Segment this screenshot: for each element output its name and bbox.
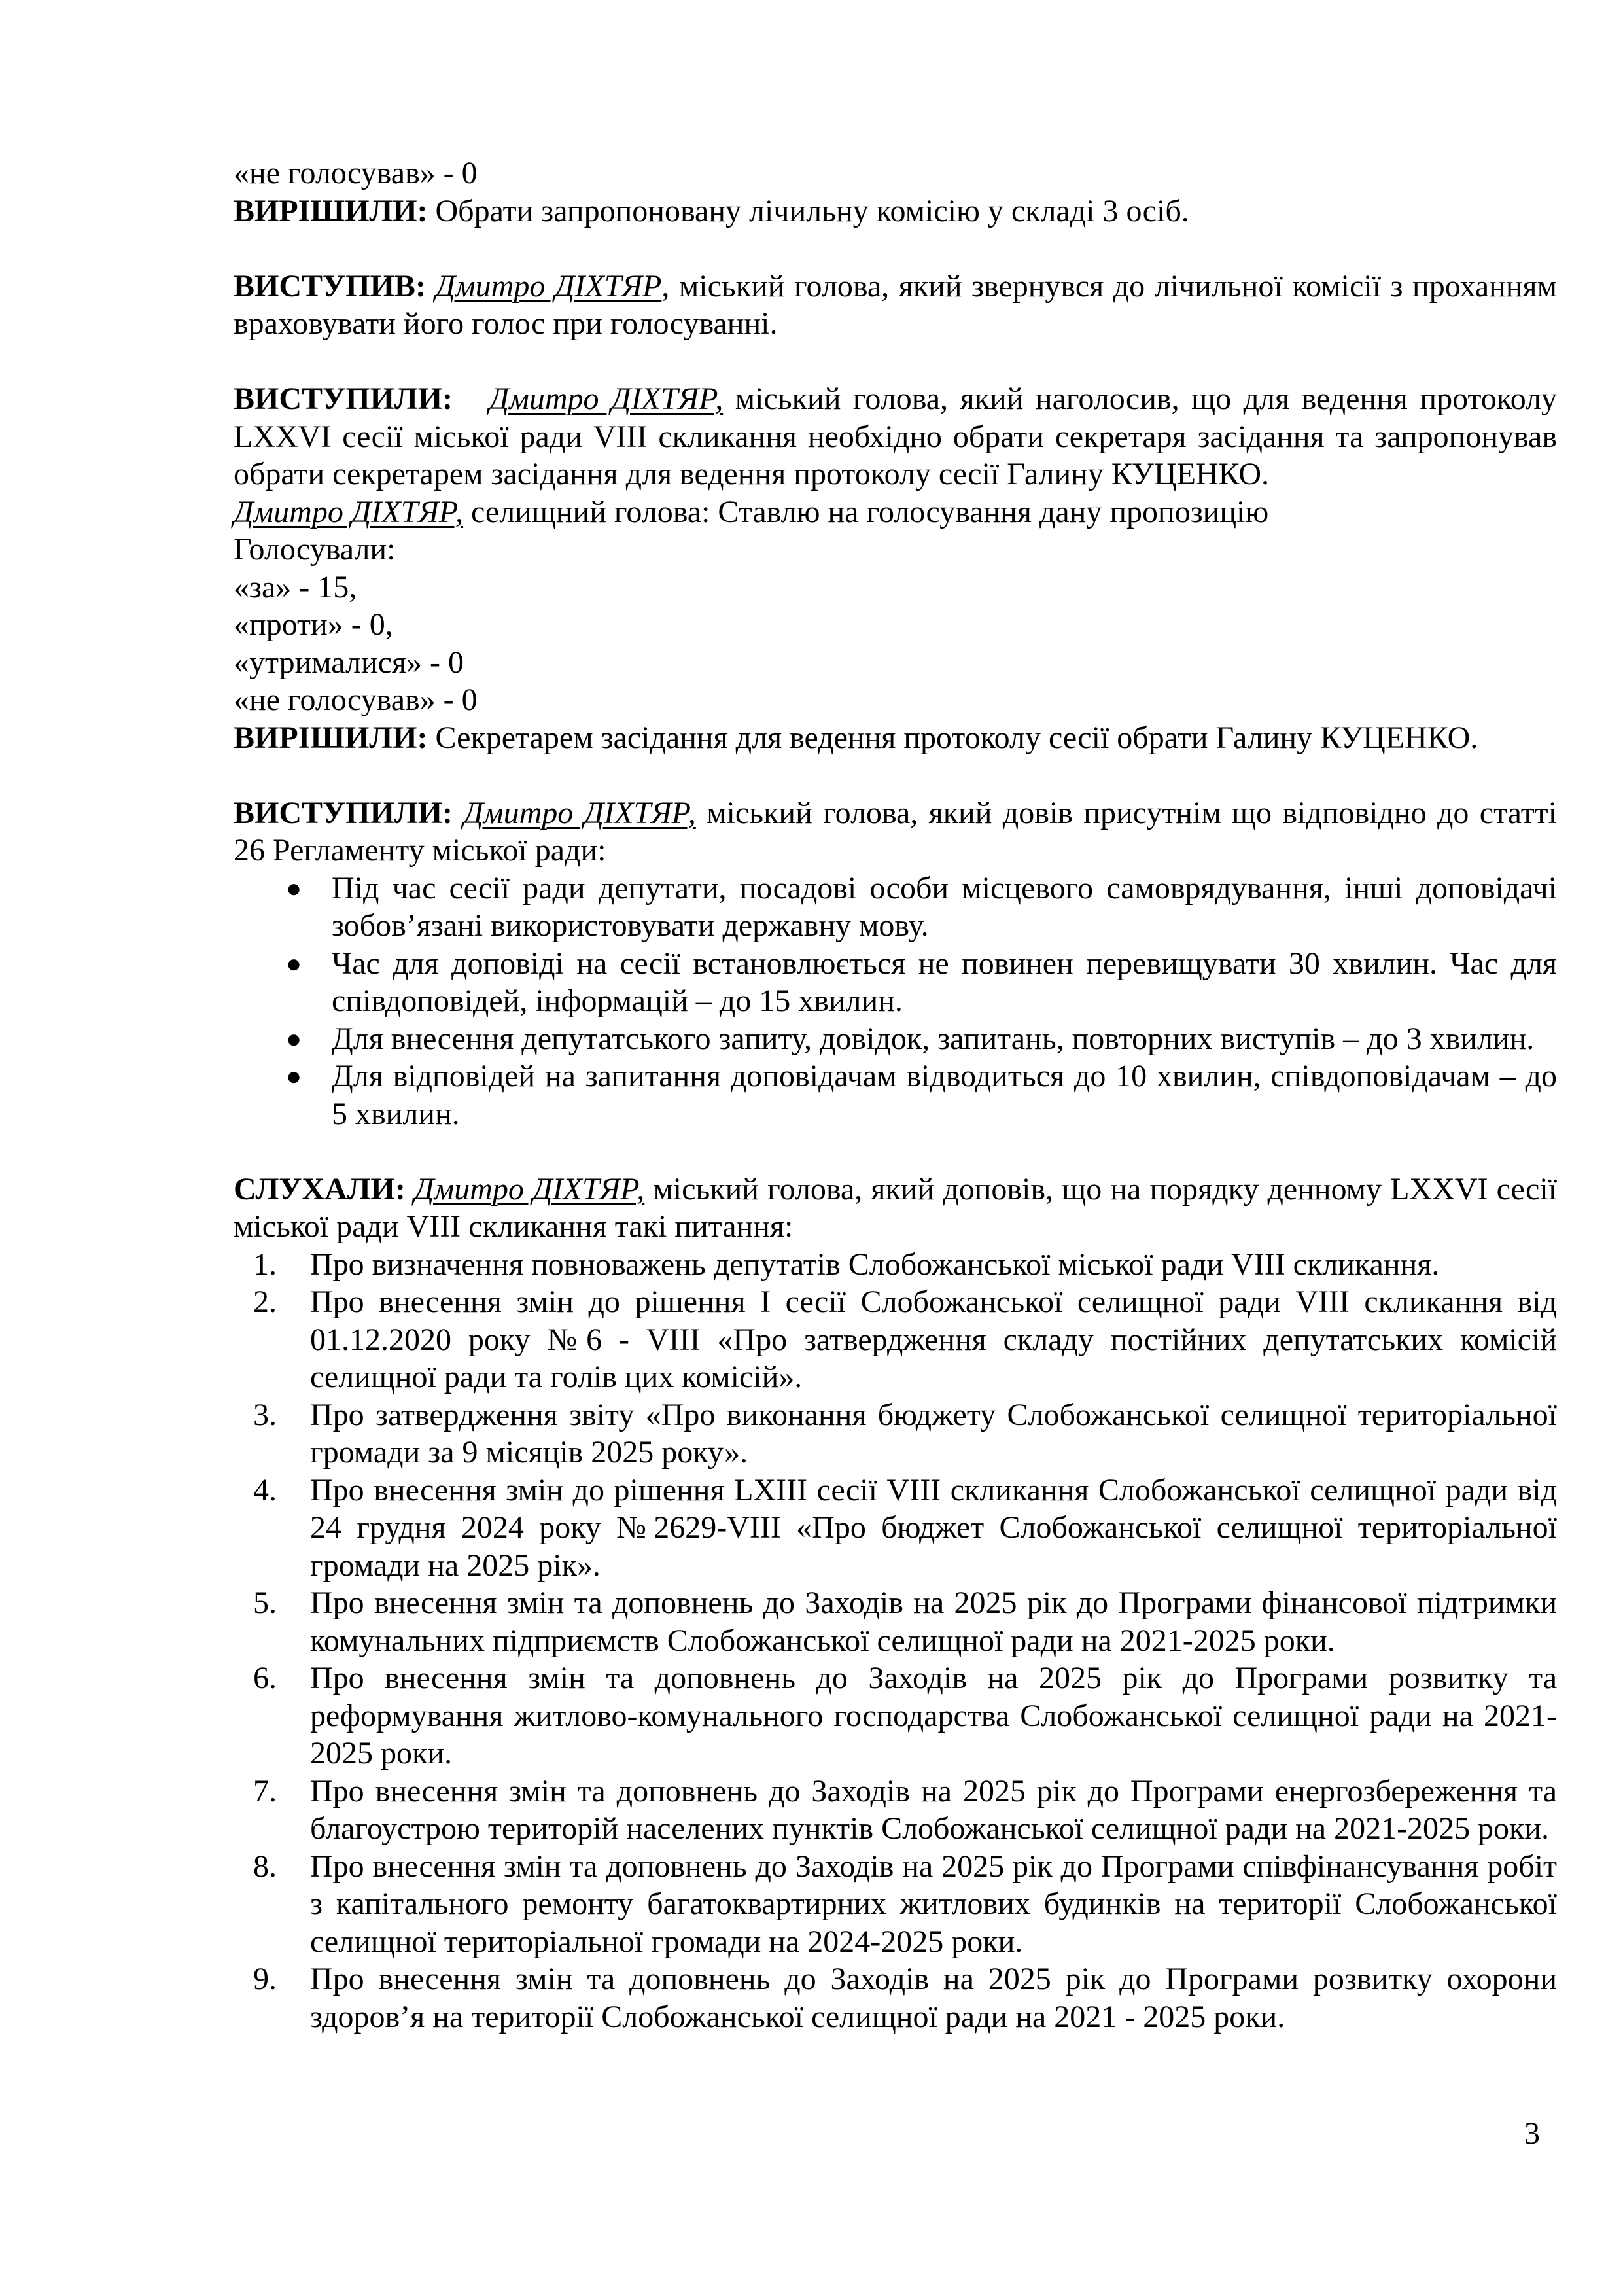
paragraph-gap xyxy=(234,343,1557,381)
document-page xyxy=(234,154,1557,2036)
agenda-item-number: 7. xyxy=(253,1773,277,1809)
speech-counting-vote xyxy=(234,268,1557,343)
list-item xyxy=(234,1020,1557,1058)
decided-label: ВИРІШИЛИ: xyxy=(234,193,428,228)
decision-counting-commission xyxy=(234,192,1557,230)
list-item-text: Під час сесії ради депутати, посадові особи місцевого самоврядування, інші доповідачі зобов’язані використовувати державну мову. xyxy=(332,870,1557,943)
speaker-name: Дмитро ДІХТЯР, xyxy=(414,1171,645,1207)
agenda-item xyxy=(234,1773,1557,1848)
agenda-item-text: Про затвердження звіту «Про виконання бюджету Слобожанської селищної територіальної громади за 9 місяців 2025 року». xyxy=(310,1397,1557,1470)
vote-call xyxy=(234,493,1557,531)
bullet-icon: ● xyxy=(286,873,302,903)
agenda-item xyxy=(234,1659,1557,1773)
agenda-list xyxy=(234,1246,1557,2036)
speech-regulations xyxy=(234,794,1557,870)
regulations-list xyxy=(234,870,1557,1133)
vote-abstained: «утрималися» - 0 xyxy=(234,645,464,680)
bullet-icon: ● xyxy=(286,948,302,978)
agenda-item-number: 4. xyxy=(253,1472,277,1508)
agenda-item-number: 2. xyxy=(253,1284,277,1319)
agenda-item-number: 1. xyxy=(253,1246,277,1282)
agenda-item-text: Про внесення змін до рішення LXIII сесії VIII скликання Слобожанської селищної ради від 24 грудня 2024 року №2629-VIII «Про бюджет Слобожанської селищної територіальної громади на 2025 рік». xyxy=(310,1472,1557,1583)
agenda-item xyxy=(234,1848,1557,1961)
speech-text: міський голова, який наголосив, що для ведення протоколу LXXVI сесії міської ради VIII скликання необхідно обрати секретаря засідання та запропонував обрати секретарем засідання для ведення протоколу сесії Галину КУЦЕНКО. xyxy=(234,381,1558,491)
list-item xyxy=(234,1057,1557,1133)
vote-call-text: селищний голова: Ставлю на голосування дану пропозицію xyxy=(463,494,1269,529)
agenda-item-text: Про внесення змін та доповнень до Заходів на 2025 рік до Програми енергозбереження та благоустрою територій населених пунктів Слобожанської селищної ради на 2021-2025 роки. xyxy=(310,1773,1557,1846)
spoke-label: ВИСТУПИЛИ: xyxy=(234,795,453,830)
voted-label: Голосували: xyxy=(234,532,396,567)
agenda-item-text: Про внесення змін та доповнень до Заходів на 2025 рік до Програми розвитку охорони здоров’я на території Слобожанської селищної ради на 2021 - 2025 роки. xyxy=(310,1962,1557,2034)
agenda-item-text: Про внесення змін та доповнень до Заходів на 2025 рік до Програми фінансової підтримки комунальних підприємств Слобожанської селищної ради на 2021-2025 роки. xyxy=(310,1585,1557,1658)
agenda-item-text: Про визначення повноважень депутатів Слобожанської міської ради VIII скликання. xyxy=(310,1246,1440,1282)
vote-for: «за» - 15, xyxy=(234,569,357,605)
decision-secretary xyxy=(234,719,1557,757)
speech-secretary-proposal xyxy=(234,380,1557,493)
agenda-item-number: 6. xyxy=(253,1661,277,1695)
decided-text: Секретарем засідання для ведення протоколу сесії обрати Галину КУЦЕНКО. xyxy=(427,720,1478,755)
page-number: 3 xyxy=(1524,2116,1540,2151)
bullet-icon: ● xyxy=(286,1061,302,1091)
list-item-text: Для відповідей на запитання доповідачам відводиться до 10 хвилин, співдоповідачам – до 5 хвилин. xyxy=(332,1059,1557,1131)
paragraph-gap xyxy=(234,230,1557,268)
agenda-item xyxy=(234,1283,1557,1396)
agenda-item xyxy=(234,1584,1557,1659)
agenda-item-number: 3. xyxy=(253,1397,277,1432)
agenda-item-number: 5. xyxy=(253,1585,277,1620)
speaker-name: Дмитро ДІХТЯР, xyxy=(234,494,464,529)
agenda-item-number: 8. xyxy=(253,1848,277,1884)
list-item-text: Час для доповіді на сесії встановлюється не повинен перевищувати 30 хвилин. Час для співдоповідей, інформацій – до 15 хвилин. xyxy=(332,945,1557,1018)
agenda-item-text: Про внесення змін та доповнень до Заходів на 2025 рік до Програми співфінансування робіт з капітального ремонту багатоквартирних житлових будинків на території Слобожанської селищної територіальної громади на 2024-2025 роки. xyxy=(310,1848,1557,1959)
vote-not-voted: «не голосував» - 0 xyxy=(234,682,478,717)
agenda-intro xyxy=(234,1171,1557,1246)
speech-text: , міський голова, який звернувся до лічильної комісії з проханням враховувати його голос при голосуванні. xyxy=(234,268,1558,341)
list-item-text: Для внесення депутатського запиту, довідок, запитань, повторних виступів – до 3 хвилин. xyxy=(332,1021,1535,1056)
paragraph-gap xyxy=(234,1133,1557,1171)
list-item xyxy=(234,945,1557,1020)
speech-text: міський голова, який довів присутнім що відповідно до статті 26 Регламенту міської ради: xyxy=(234,795,1557,868)
heard-label: СЛУХАЛИ: xyxy=(234,1171,406,1207)
agenda-item xyxy=(234,1960,1557,2036)
decided-text: Обрати запропоновану лічильну комісію у складі 3 осіб. xyxy=(427,193,1189,228)
agenda-item-number: 9. xyxy=(253,1962,277,1996)
list-item xyxy=(234,870,1557,945)
spoke-label: ВИСТУПИЛИ: xyxy=(234,381,453,416)
agenda-item xyxy=(234,1472,1557,1585)
speaker-name: Дмитро ДІХТЯР, xyxy=(463,795,696,830)
agenda-item xyxy=(234,1246,1557,1284)
decided-label: ВИРІШИЛИ: xyxy=(234,720,428,755)
agenda-item-text: Про внесення змін до рішення І сесії Слобожанської селищної ради VIII скликання від 01.12.2020 року №6 - VIII «Про затвердження складу постійних депутатських комісій селищної ради та голів цих комісій». xyxy=(310,1284,1557,1394)
paragraph-gap xyxy=(234,756,1557,794)
speaker-name: Дмитро ДІХТЯР xyxy=(435,268,662,304)
vote-not-voted: «не голосував» - 0 xyxy=(234,156,478,190)
speech-text: міський голова, який доповів, що на порядку денному LXXVI сесії міської ради VIII скликання такі питання: xyxy=(234,1171,1557,1244)
agenda-item-text: Про внесення змін та доповнень до Заходів на 2025 рік до Програми розвитку та реформування житлово-комунального господарства Слобожанської селищної ради на 2021-2025 роки. xyxy=(310,1661,1557,1771)
vote-against: «проти» - 0, xyxy=(234,607,393,642)
agenda-item xyxy=(234,1396,1557,1472)
bullet-icon: ● xyxy=(286,1023,302,1053)
speaker-name: Дмитро ДІХТЯР, xyxy=(489,381,724,416)
spoke-label: ВИСТУПИВ: xyxy=(234,268,426,304)
